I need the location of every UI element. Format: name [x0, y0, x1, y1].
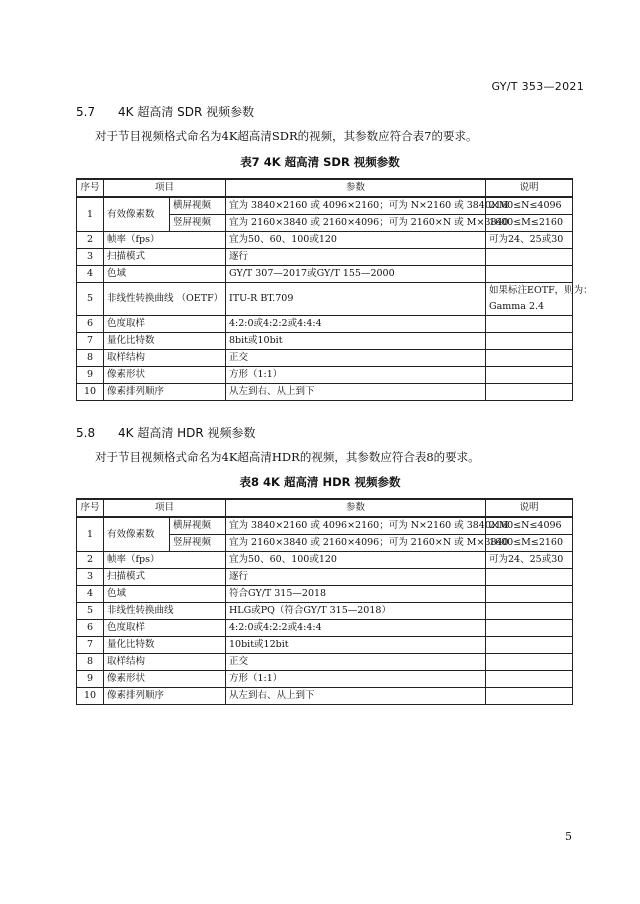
row-subitem: 竖屏视频: [170, 215, 226, 232]
table-row: [77, 333, 573, 350]
table-row: [77, 384, 573, 401]
row-seq: 1: [77, 197, 104, 232]
row-note: [486, 249, 573, 266]
row-seq: 2: [77, 232, 104, 249]
row-note: 2160≤N≤4096: [486, 517, 573, 535]
table-row: [77, 671, 573, 688]
table-row: [77, 367, 573, 384]
row-subitem: 竖屏视频: [170, 535, 226, 552]
note-line: Gamma 2.4: [489, 301, 545, 312]
table-row: [77, 197, 573, 215]
table-row: [77, 249, 573, 266]
row-subitem: 横屏视频: [170, 517, 226, 535]
row-param: 正交: [226, 350, 486, 367]
row-seq: 9: [77, 367, 104, 384]
row-item: 像素排列顺序: [104, 688, 226, 705]
row-seq: 7: [77, 333, 104, 350]
row-seq: 4: [77, 266, 104, 283]
row-item: 帧率（fps）: [104, 552, 226, 569]
row-param: 方形（1:1）: [226, 671, 486, 688]
row-item: 非线性转换曲线: [104, 603, 226, 620]
row-note: [486, 637, 573, 654]
row-item: 色度取样: [104, 316, 226, 333]
row-item: 取样结构: [104, 350, 226, 367]
header-seq: 序号: [77, 499, 104, 517]
note-line: 如果标注EOTF，则为：: [489, 285, 593, 296]
row-item: 色域: [104, 586, 226, 603]
row-param: 正交: [226, 654, 486, 671]
table-row: [77, 586, 573, 603]
row-param: 宜为50、60、100或120: [226, 552, 486, 569]
row-note: [486, 586, 573, 603]
row-item: 色域: [104, 266, 226, 283]
row-note: [486, 384, 573, 401]
row-note: [486, 620, 573, 637]
row-item: 有效像素数: [104, 517, 170, 552]
row-note: [486, 283, 593, 316]
row-item: 量化比特数: [104, 637, 226, 654]
row-param: 从左到右、从上到下: [226, 688, 486, 705]
row-seq: 1: [77, 517, 104, 552]
row-seq: 6: [77, 316, 104, 333]
table-row: [77, 232, 573, 249]
page-number: 5: [565, 830, 572, 843]
table-row: [77, 569, 573, 586]
row-seq: 5: [77, 283, 104, 316]
header-item: 项目: [104, 179, 226, 197]
table-8-caption: 表8 4K 超高清 HDR 视频参数: [239, 475, 401, 489]
row-item: 量化比特数: [104, 333, 226, 350]
row-param: 8bit或10bit: [226, 333, 486, 350]
header-seq: 序号: [77, 179, 104, 197]
row-note: 可为24、25或30: [486, 552, 573, 569]
header-note: 说明: [486, 179, 573, 197]
row-param: 10bit或12bit: [226, 637, 486, 654]
row-param: 4:2:0或4:2:2或4:4:4: [226, 620, 486, 637]
standard-code: GY/T 353—2021: [491, 80, 584, 93]
row-seq: 4: [77, 586, 104, 603]
section-5-7-heading: [76, 103, 254, 120]
table-7-caption: 表7 4K 超高清 SDR 视频参数: [240, 155, 400, 169]
row-note: [486, 266, 573, 283]
row-note: 1600≤M≤2160: [486, 535, 573, 552]
row-seq: 10: [77, 688, 104, 705]
row-param: 宜为 3840×2160 或 4096×2160；可为 N×2160 或 3840×M: [226, 197, 486, 215]
table-row: [77, 283, 573, 316]
row-subitem: 横屏视频: [170, 197, 226, 215]
row-seq: 8: [77, 654, 104, 671]
section-number: 5.7: [76, 105, 96, 119]
table-row: [77, 517, 573, 535]
row-item: 帧率（fps）: [104, 232, 226, 249]
header-param: 参数: [226, 179, 486, 197]
section-number: 5.8: [76, 426, 96, 440]
section-5-8-text: 对于节目视频格式命名为4K超高清HDR的视频，其参数应符合表8的要求。: [95, 450, 480, 464]
row-item: 像素排列顺序: [104, 384, 226, 401]
row-param: 从左到右、从上到下: [226, 384, 486, 401]
row-param: 宜为 2160×3840 或 2160×4096；可为 2160×N 或 M×3840: [226, 535, 486, 552]
row-note: [486, 350, 573, 367]
table-row: [77, 637, 573, 654]
row-item: 取样结构: [104, 654, 226, 671]
row-item: 色度取样: [104, 620, 226, 637]
row-seq: 8: [77, 350, 104, 367]
row-note: 可为24、25或30: [486, 232, 573, 249]
table-header-row: [77, 179, 573, 197]
row-param: 方形（1:1）: [226, 367, 486, 384]
row-item: 像素形状: [104, 367, 226, 384]
row-seq: 6: [77, 620, 104, 637]
section-title: 4K 超高清 HDR 视频参数: [118, 426, 256, 440]
row-note: [486, 316, 573, 333]
row-seq: 7: [77, 637, 104, 654]
row-note: [486, 654, 573, 671]
row-seq: 5: [77, 603, 104, 620]
row-note: [486, 367, 573, 384]
table-row: [77, 688, 573, 705]
header-note: 说明: [486, 499, 573, 517]
row-note: [486, 603, 573, 620]
row-note: [486, 671, 573, 688]
table-row: [77, 603, 573, 620]
table-header-row: [77, 499, 573, 517]
row-item: 扫描模式: [104, 569, 226, 586]
row-param: GY/T 307—2017或GY/T 155—2000: [226, 266, 486, 283]
table-row: [77, 552, 573, 569]
row-seq: 3: [77, 569, 104, 586]
section-5-7-text: 对于节目视频格式命名为4K超高清SDR的视频，其参数应符合表7的要求。: [95, 129, 478, 143]
row-param: 宜为 3840×2160 或 4096×2160；可为 N×2160 或 3840×M: [226, 517, 486, 535]
table-row: [77, 620, 573, 637]
table-row: [77, 350, 573, 367]
row-param: 宜为50、60、100或120: [226, 232, 486, 249]
row-item: 扫描模式: [104, 249, 226, 266]
row-note: 1600≤M≤2160: [486, 215, 573, 232]
table-7: [76, 178, 593, 401]
row-seq: 10: [77, 384, 104, 401]
section-title: 4K 超高清 SDR 视频参数: [118, 105, 255, 119]
row-note: [486, 569, 573, 586]
table-8: [76, 498, 573, 705]
row-param: 逐行: [226, 569, 486, 586]
row-seq: 9: [77, 671, 104, 688]
row-note: 2160≤N≤4096: [486, 197, 573, 215]
row-item: 非线性转换曲线 （OETF）: [104, 283, 226, 316]
table-row: [77, 316, 573, 333]
row-item: 有效像素数: [104, 197, 170, 232]
row-param: 符合GY/T 315—2018: [226, 586, 486, 603]
row-param: 4:2:0或4:2:2或4:4:4: [226, 316, 486, 333]
row-param: 宜为 2160×3840 或 2160×4096；可为 2160×N 或 M×3840: [226, 215, 486, 232]
table-row: [77, 654, 573, 671]
row-item: 像素形状: [104, 671, 226, 688]
row-param: HLG或PQ（符合GY/T 315—2018）: [226, 603, 486, 620]
row-note: [486, 333, 573, 350]
row-note: [486, 688, 573, 705]
row-seq: 3: [77, 249, 104, 266]
row-param: ITU-R BT.709: [226, 283, 486, 316]
table-row: [77, 266, 573, 283]
header-param: 参数: [226, 499, 486, 517]
header-item: 项目: [104, 499, 226, 517]
row-param: 逐行: [226, 249, 486, 266]
row-seq: 2: [77, 552, 104, 569]
section-5-8-heading: [76, 424, 256, 441]
